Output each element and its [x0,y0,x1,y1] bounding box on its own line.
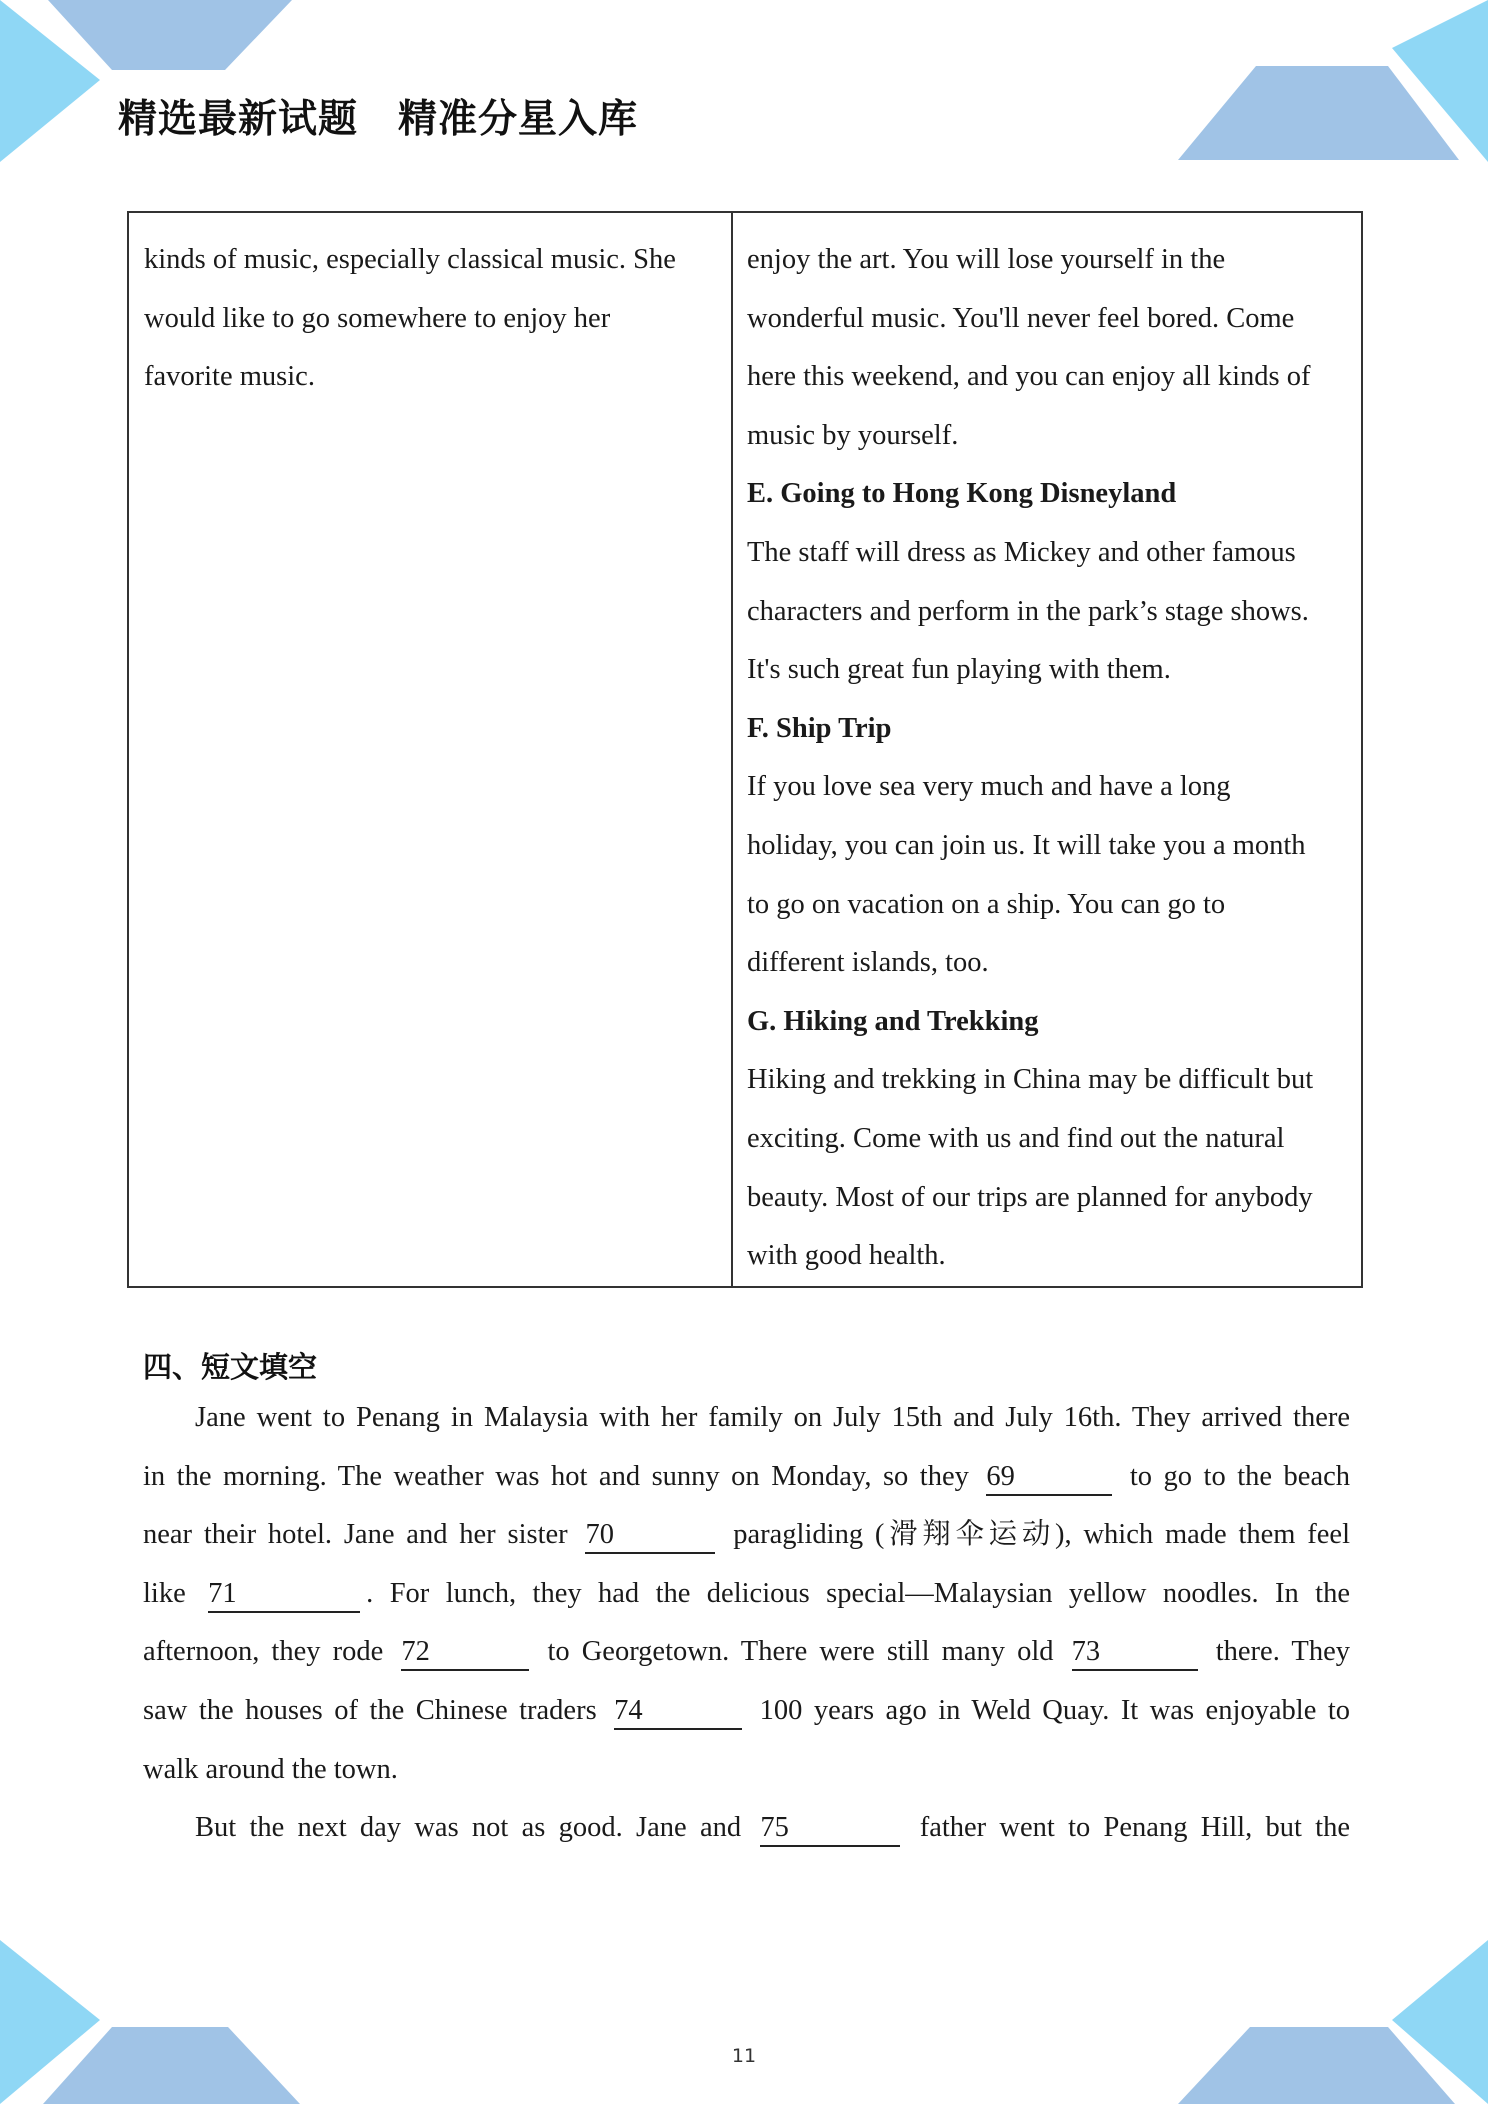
table-right-line: with good health. [747,1240,946,1272]
top-right-trapezoid [1178,66,1459,160]
passage-text: Jane went to Penang in Malaysia with her family on July 15th and July 16th. They arrived there [195,1402,1350,1433]
answer-blank-71[interactable]: 71 [208,1577,360,1613]
table-right-line: wonderful music. You'll never feel bored. Come [747,302,1295,334]
table-cell-right [733,213,1361,1286]
answer-blank-70[interactable]: 70 [585,1518,715,1554]
table-left-line: favorite music. [144,361,315,393]
passage-text: walk around the town. [143,1753,398,1785]
table-option-heading: G. Hiking and Trekking [747,1005,1039,1037]
passage-table [127,211,1363,1288]
passage-line [143,1448,1350,1507]
passage-text: like [143,1577,203,1609]
answer-blank-69[interactable]: 69 [986,1460,1112,1496]
table-option-heading: E. Going to Hong Kong Disneyland [747,478,1177,510]
answer-blank-74[interactable]: 74 [614,1694,742,1730]
passage-text: But the next day was not as good. Jane and [195,1812,755,1844]
table-right-line: Hiking and trekking in China may be difficult but [747,1064,1314,1096]
passage-line [143,1389,1350,1448]
passage-text: near their hotel. Jane and her sister [143,1519,580,1551]
page-number: 11 [731,2045,757,2067]
passage-text: 100 years ago in Weld Quay. It was enjoyable to [748,1694,1351,1726]
table-option-heading: F. Ship Trip [747,712,892,744]
top-left-trapezoid [48,0,292,70]
table-right-line: It's such great fun playing with them. [747,654,1171,686]
passage-text: to go to the beach [1118,1460,1350,1492]
header-title: 精选最新试题 精准分星入库 [118,97,639,142]
passage-text: to Georgetown. There were still many old [535,1636,1066,1668]
table-right-line: exciting. Come with us and find out the natural [747,1122,1285,1154]
answer-blank-75[interactable]: 75 [760,1811,900,1847]
table-left-line: would like to go somewhere to enjoy her [144,302,611,334]
passage-text: in the morning. The weather was hot and sunny on Monday, so they [143,1460,981,1492]
table-right-line: here this weekend, and you can enjoy all kinds of [747,361,1311,393]
passage-text: paragliding (滑翔伞运动), which made them feel [721,1519,1350,1551]
passage-text: . For lunch, they had the delicious special—Malaysian yellow noodles. In the [366,1577,1350,1609]
passage-line [143,1799,1350,1858]
table-right-line: enjoy the art. You will lose yourself in the [747,244,1226,275]
passage-line [143,1506,1350,1565]
passage-text: there. They [1203,1636,1350,1668]
table-right-line: to go on vacation on a ship. You can go to [747,888,1226,920]
table-right-line: music by yourself. [747,419,959,451]
passage-text: saw the houses of the Chinese traders [143,1694,609,1726]
passage-line [143,1623,1350,1682]
table-cell-left [129,213,733,1286]
table-right-line: beauty. Most of our trips are planned for anybody [747,1181,1313,1213]
answer-blank-73[interactable]: 73 [1072,1635,1198,1671]
table-left-line: kinds of music, especially classical music. She [144,244,676,275]
passage-line [143,1682,1350,1741]
table-right-line: If you love sea very much and have a long [747,771,1231,803]
answer-blank-72[interactable]: 72 [401,1635,529,1671]
section-title: 四、短文填空 [143,1350,318,1384]
passage-line [143,1741,1350,1800]
table-right-line: different islands, too. [747,947,989,979]
table-right-line: The staff will dress as Mickey and other famous [747,536,1296,568]
passage-text: father went to Penang Hill, but the [906,1812,1350,1844]
passage-line [143,1565,1350,1624]
passage-text: afternoon, they rode [143,1636,396,1668]
cloze-passage [143,1389,1350,1858]
table-right-line: characters and perform in the park’s stage shows. [747,595,1309,627]
table-right-line: holiday, you can join us. It will take you a month [747,829,1306,861]
